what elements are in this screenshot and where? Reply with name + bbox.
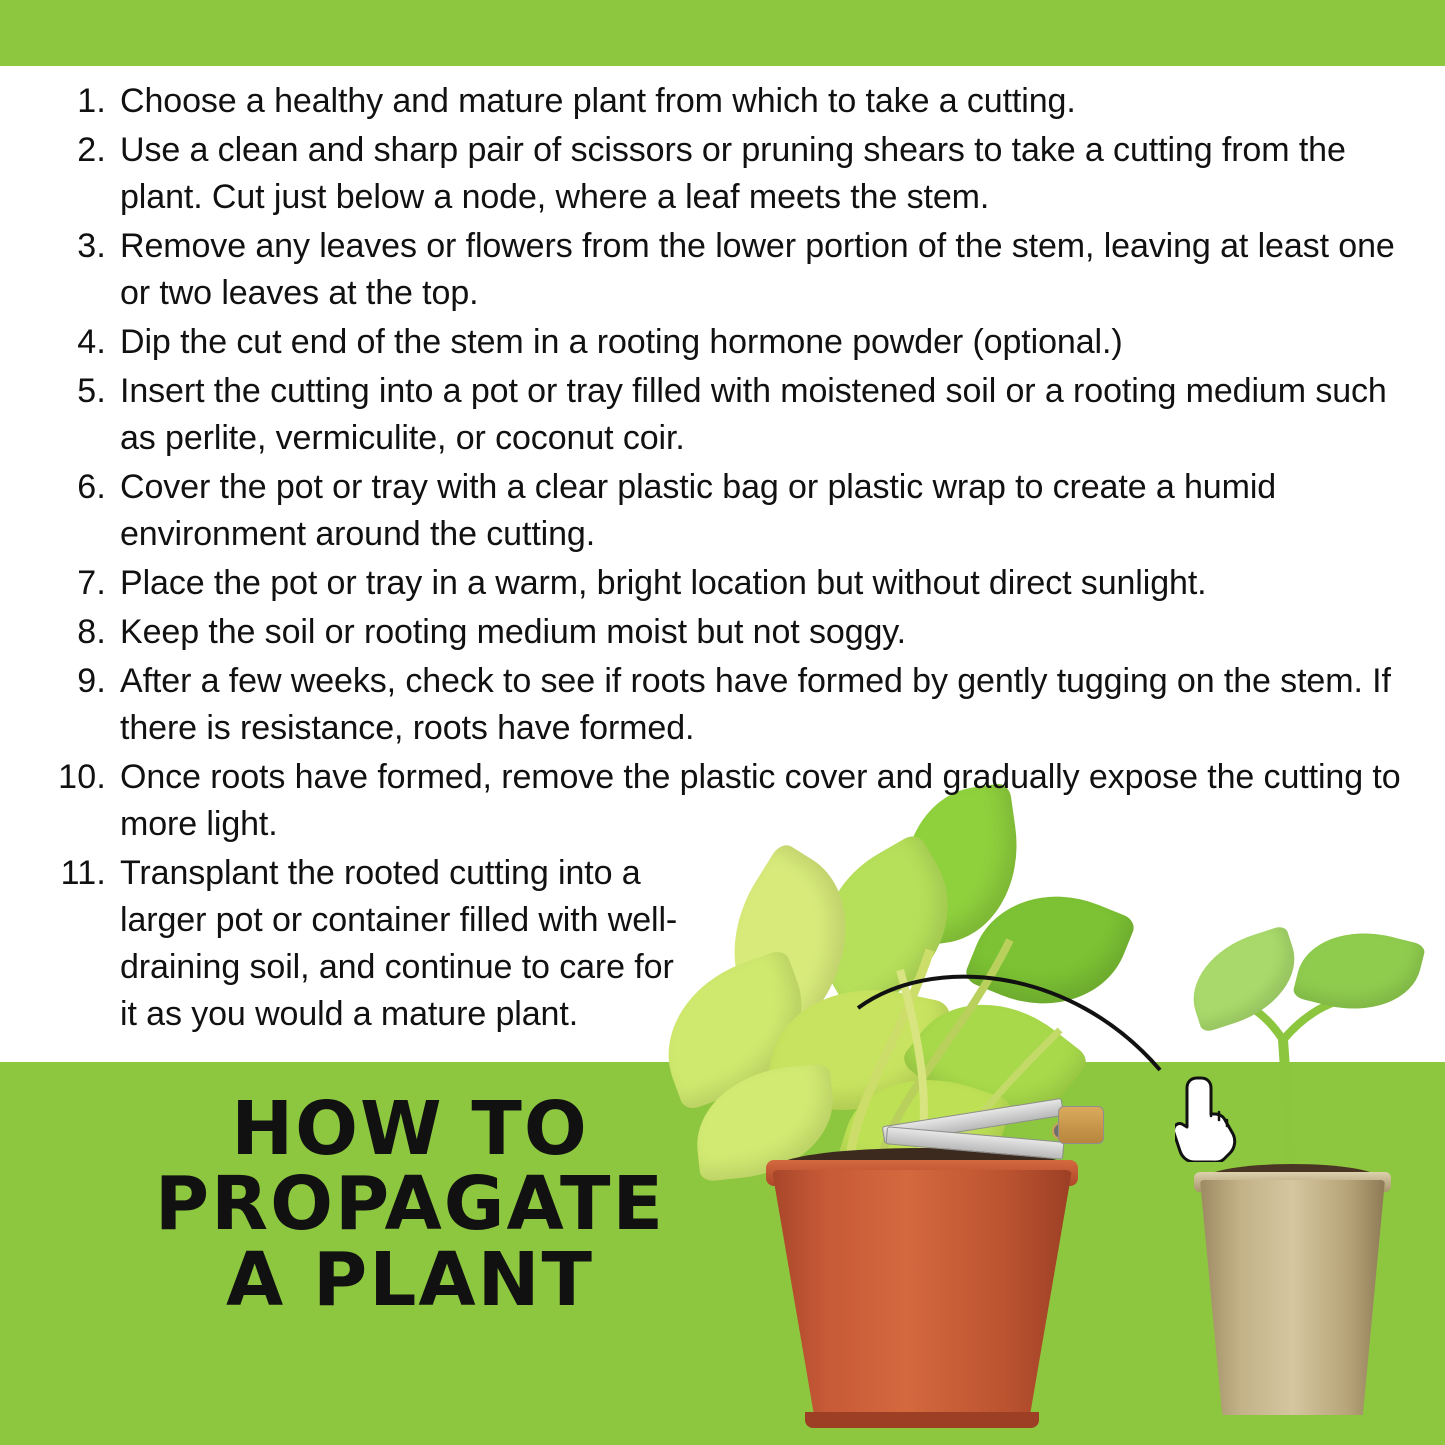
pointing-hand-cursor[interactable] xyxy=(1175,1070,1237,1162)
list-item xyxy=(44,658,1404,752)
list-item-text: Cover the pot or tray with a clear plastic bag or plastic wrap to create a humid environment around the cutting. xyxy=(120,468,1277,553)
list-item xyxy=(44,850,1404,1038)
list-item xyxy=(44,609,1404,656)
list-item-number: 4. xyxy=(77,323,106,361)
list-item-number: 6. xyxy=(77,468,106,506)
list-item-text: Choose a healthy and mature plant from which to take a cutting. xyxy=(120,82,1076,120)
list-item-number: 10. xyxy=(58,758,106,796)
title-line-1: HOW TO xyxy=(231,1086,589,1172)
list-item-number: 1. xyxy=(77,82,106,120)
list-item-text: Remove any leaves or flowers from the lower portion of the stem, leaving at least one or two leaves at the top. xyxy=(120,227,1395,312)
list-item-number: 3. xyxy=(77,227,106,265)
instruction-list xyxy=(44,78,1404,1040)
list-item-number: 9. xyxy=(77,662,106,700)
title-line-2: PROPAGATE xyxy=(154,1161,666,1248)
title-line-3: A PLANT xyxy=(225,1236,595,1323)
list-item-text: Dip the cut end of the stem in a rooting hormone powder (optional.) xyxy=(120,323,1123,361)
list-item-number: 2. xyxy=(77,131,106,169)
list-item xyxy=(44,754,1404,848)
scissors-handle xyxy=(1058,1106,1104,1144)
list-item-number: 7. xyxy=(77,564,106,602)
list-item-text: Once roots have formed, remove the plastic cover and gradually expose the cutting to more light. xyxy=(120,758,1401,843)
list-item-number: 5. xyxy=(77,372,106,410)
page-title xyxy=(150,1086,670,1323)
list-item-text: Use a clean and sharp pair of scissors or pruning shears to take a cutting from the plant. Cut just below a node, where a leaf meets the stem. xyxy=(120,131,1346,216)
list-item-number: 8. xyxy=(77,613,106,651)
list-item xyxy=(44,368,1404,462)
list-item xyxy=(44,560,1404,607)
list-item-text: After a few weeks, check to see if roots have formed by gently tugging on the stem. If there is resistance, roots have formed. xyxy=(120,662,1391,747)
list-item xyxy=(44,464,1404,558)
list-item xyxy=(44,78,1404,125)
list-item xyxy=(44,223,1404,317)
list-item xyxy=(44,127,1404,221)
hand-icon xyxy=(1175,1070,1237,1162)
list-item xyxy=(44,319,1404,366)
list-item-text: Place the pot or tray in a warm, bright location but without direct sunlight. xyxy=(120,564,1207,602)
list-item-text: Keep the soil or rooting medium moist but not soggy. xyxy=(120,613,907,651)
list-item-text: Transplant the rooted cutting into a larger pot or container filled with well-draining soil, and continue to care for it as you would a mature plant. xyxy=(120,854,678,1033)
list-item-number: 11. xyxy=(60,854,106,892)
top-accent-band xyxy=(0,0,1445,66)
list-item-text: Insert the cutting into a pot or tray filled with moistened soil or a rooting medium such as perlite, vermiculite, or coconut coir. xyxy=(120,372,1387,457)
